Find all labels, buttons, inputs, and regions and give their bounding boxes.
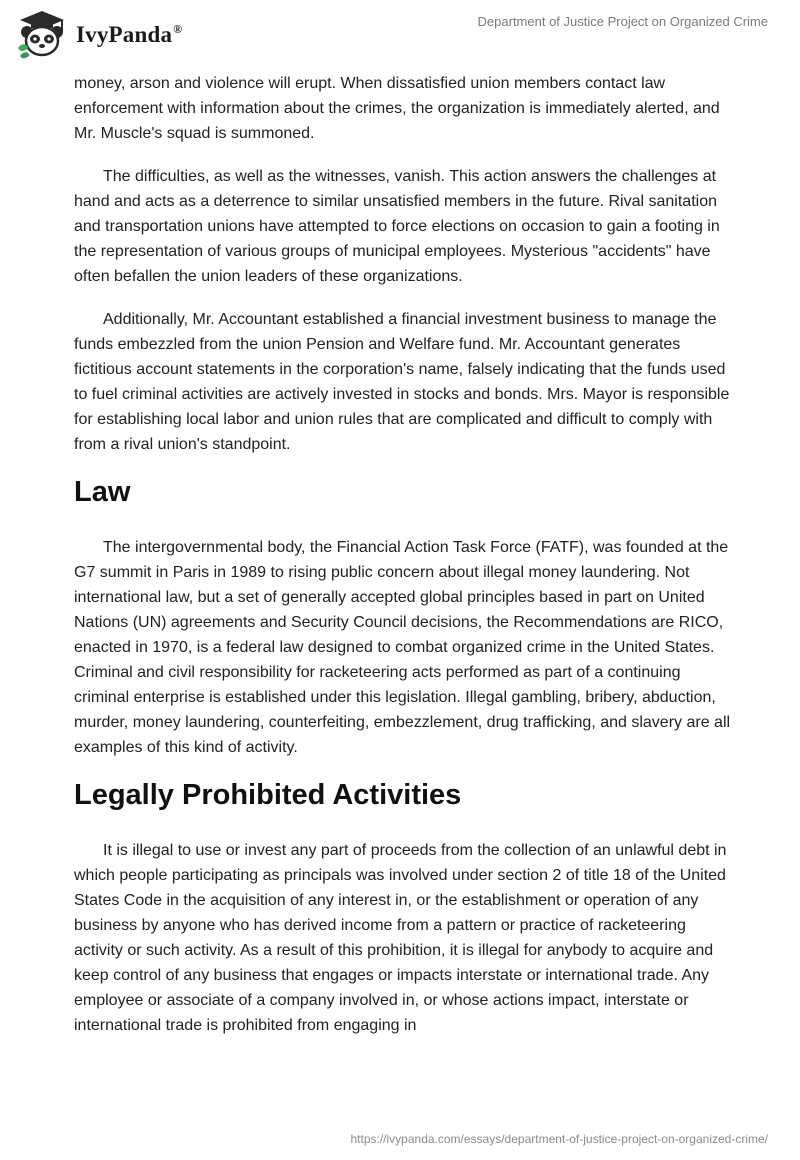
paragraph-3: Additionally, Mr. Accountant established a financial investment business to manage the funds embezzled from the union Pension and Welfare fund. Mr. Accountant generates fictitious account statements in the corporation's name, falsely indicating that the funds used to fuel criminal activities are actively invested in stocks and bonds. Mrs. Mayor is responsible for establishing local labor and union rules that are complicated and difficult to comply with from a rival union's standpoint.: [74, 311, 730, 453]
section-heading-prohibited-activities: Legally Prohibited Activities: [74, 779, 462, 811]
essay-content: [74, 71, 734, 1056]
paragraph-4: The intergovernmental body, the Financial Action Task Force (FATF), was founded at the G7 summit in Paris in 1989 to rising public concern about illegal money laundering. Not international law, but a set of generally accepted global principles based in part on United Nations (UN) agreements and Security Council decisions, the Recommendations are RICO, enacted in 1970, is a federal law designed to combat organized crime in the United States. Criminal and civil responsibility for racketeering acts performed as part of a continuing criminal enterprise is established under this legislation. Illegal gambling, bribery, abduction, murder, money laundering, counterfeiting, embezzlement, drug trafficking, and slavery are all examples of this kind of activity.: [74, 539, 731, 756]
paragraph-5: It is illegal to use or invest any part of proceeds from the collection of an unlawful debt in which people participating as principals was involved under section 2 of title 18 of the United States Code in the acquisition of any interest in, or the establishment or operation of any business by anyone who has derived income from a pattern or practice of racketeering activity or such activity. As a result of this prohibition, it is illegal for anybody to acquire and keep control of any business that engages or impacts interstate or international trade. Any employee or associate of a company involved in, or whose actions impact, interstate or international trade is prohibited from engaging in: [74, 842, 727, 1034]
source-url-link[interactable]: https://ivypanda.com/essays/department-of-justice-project-on-organized-crime/: [350, 1132, 768, 1146]
panda-graduate-icon: [14, 8, 70, 60]
document-title: Department of Justice Project on Organized Crime: [477, 14, 768, 29]
ivypanda-logo-link[interactable]: [14, 8, 182, 60]
page-header: [0, 0, 800, 70]
paragraph-2: The difficulties, as well as the witnesses, vanish. This action answers the challenges at hand and acts as a deterrence to similar unsatisfied members in the future. Rival sanitation and transportation unions have attempted to force elections on occasion to gain a footing in the representation of various groups of municipal employees. Mysterious "accidents" have often befallen the union leaders of these organizations.: [74, 168, 720, 285]
registered-mark: ®: [173, 22, 183, 37]
section-heading-law: Law: [74, 476, 131, 508]
brand-name: IvyPanda®: [76, 22, 183, 47]
paragraph-1: money, arson and violence will erupt. When dissatisfied union members contact law enforcement with information about the crimes, the organization is immediately alerted, and Mr. Muscle's squad is summoned.: [74, 75, 720, 142]
